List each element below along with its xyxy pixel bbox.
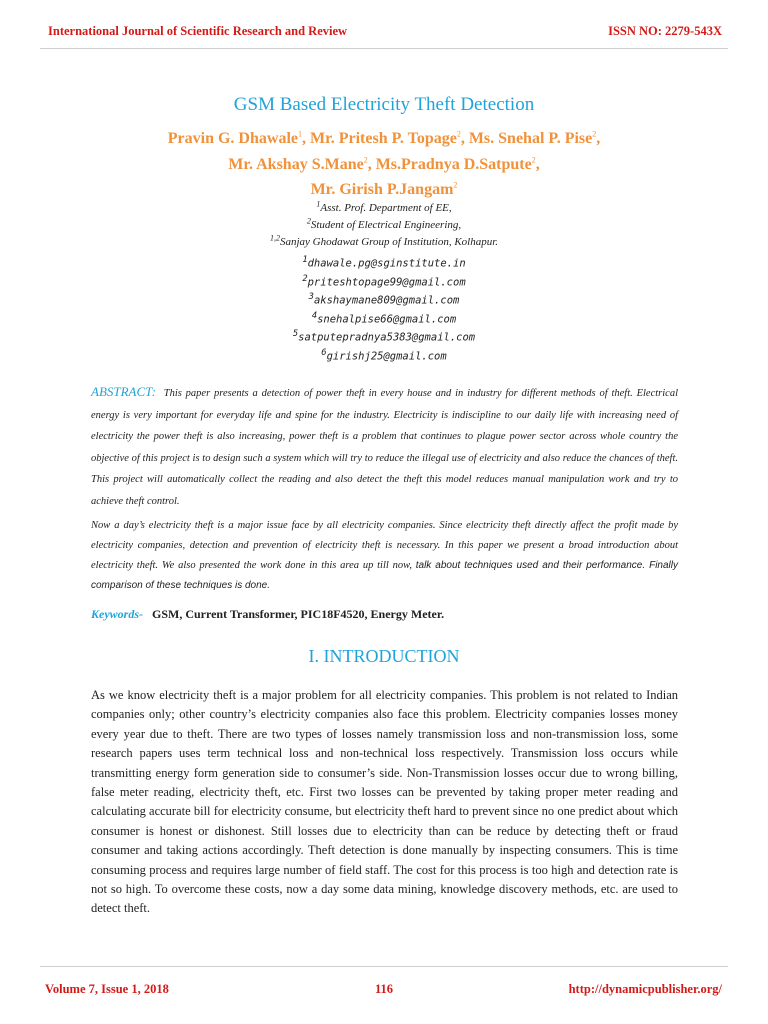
affiliation-text: Sanjay Ghodawat Group of Institution, Kolhapur.: [279, 236, 499, 248]
authors-line-2: [0, 152, 768, 177]
publisher-link[interactable]: http://dynamicpublisher.org/: [568, 982, 722, 996]
email-text: dhawale.pg@sginstitute.in: [307, 257, 466, 270]
abstract-text: This paper presents a detection of power theft in every house and in industry for different methods of theft. Electrical energy is very important for everyday life and spine for the industry. Electricity is indiscipline to our daily life with increasing need of electricity the power theft is also increasing, power theft is a problem that continues to plague power sector across whole country the objective of this project is to design such a system which will try to reduce the illegal use of electricity and also reduce the chances of theft. This project will automatically collect the reading and also detect the theft this model reduces manual manipulation work and try to achieve theft control.: [91, 388, 679, 507]
header-divider: [40, 48, 728, 49]
author-sep: ,: [535, 156, 540, 173]
affiliation-sup: 2: [306, 216, 311, 226]
email-text: snehalpise66@gmail.com: [317, 313, 457, 325]
author-sup: 2: [456, 129, 461, 139]
email-sup: 3: [308, 292, 314, 302]
abstract-para2-text: Now a day’s electricity theft is a major issue face by all electricity companies. Since electricity theft directly affect the profit made by electricity companies, detection and prevention of electricity theft is necessary. In this paper we present a broad introduction about electricity theft. We also presented the work done in this area up till now,: [91, 520, 678, 571]
email-text: girishj25@gmail.com: [326, 350, 447, 362]
email-sup: 2: [302, 273, 308, 284]
footer-divider: [40, 966, 728, 967]
authors-line-1: [0, 126, 768, 151]
author-sup: 2: [363, 155, 368, 165]
email-address[interactable]: [0, 253, 768, 272]
affiliation-sup: 1: [316, 199, 321, 209]
email-list: [0, 253, 768, 364]
author-name: , Ms.Pradnya D.Satpute: [367, 156, 532, 173]
abstract-paragraph-2: [91, 516, 678, 596]
author-name: Mr. Akshay S.Mane: [228, 156, 364, 173]
affiliation-text: Asst. Prof. Department of EE,: [320, 202, 452, 214]
author-name: Pravin G. Dhawale: [167, 130, 298, 147]
affiliation-text: Student of Electrical Engineering,: [310, 219, 462, 231]
email-sup: 6: [321, 347, 327, 358]
email-address[interactable]: [0, 346, 768, 365]
email-address[interactable]: [0, 272, 768, 291]
keywords-label: Keywords-: [91, 607, 143, 621]
issn-number: ISSN NO: 2279-543X: [608, 24, 722, 38]
section-heading: I. INTRODUCTION: [308, 646, 460, 666]
author-name: , Mr. Pritesh P. Topage: [301, 130, 457, 147]
email-sup: 1: [302, 255, 308, 265]
email-text: satputepradnya5383@gmail.com: [298, 331, 476, 344]
author-sup: 2: [592, 129, 597, 139]
abstract-label: ABSTRACT:: [91, 384, 157, 399]
author-name: , Ms. Snehal P. Pise: [460, 130, 593, 147]
email-sup: 4: [311, 310, 318, 321]
author-name: Mr. Girish P.Jangam: [310, 181, 454, 198]
email-sup: 5: [292, 329, 299, 339]
email-text: akshaymane809@gmail.com: [313, 294, 460, 307]
affiliation: [0, 233, 768, 248]
affiliation: [0, 199, 768, 214]
abstract-paragraph: [91, 381, 678, 512]
keywords-text: GSM, Current Transformer, PIC18F4520, Energy Meter.: [152, 607, 445, 621]
email-address[interactable]: [0, 290, 768, 309]
introduction-paragraph: As we know electricity theft is a major problem for all electricity companies. This problem is not related to Indian companies only; other country’s electricity companies also face this problem. Electricity companies losses money every year due to theft. There are two types of losses namely transmission loss and non-transmission loss, some research papers uses term technical loss and non-technical loss respectively. Transmission loss occurs while transmitting energy form generation side to consumer’s side. Non-Transmission losses occur due to wrong billing, false meter reading, electricity theft, etc. First two losses can be prevented by taking proper meter reading and calculating accurate bill for electricity consume, but electricity theft hard to prevent since no one predict about which consumer is honest or dishonest. Still losses due to electricity than can be reduce by detecting theft or fraud consumer and taking actions accordingly. Theft detection is done manually by inspecting consumers. This is time consuming process and requires large number of field staff. The cost for this process is too high and detection rate is not so high. To overcome these costs, now a day some data mining, knowledge discovery methods, etc. are used to detect theft.: [91, 688, 678, 916]
journal-name: International Journal of Scientific Research and Review: [48, 24, 348, 38]
email-text: priteshtopage99@gmail.com: [307, 276, 466, 288]
author-sup: 2: [531, 155, 536, 165]
author-sup: 1: [297, 129, 302, 139]
paper-title: GSM Based Electricity Theft Detection: [233, 94, 535, 115]
page-number: 116: [374, 982, 394, 996]
affiliation-sup: 1,2: [269, 233, 280, 243]
keywords-line: [91, 607, 444, 622]
abstract-para2-tail: talk about techniques used and their performance. Finally comparison of these techniques is done.: [91, 560, 678, 591]
affiliation: [0, 216, 768, 231]
volume-info: Volume 7, Issue 1, 2018: [45, 982, 169, 996]
email-address[interactable]: [0, 327, 768, 346]
author-sup: 2: [453, 180, 458, 190]
author-sep: ,: [596, 130, 601, 147]
authors-line-3: [0, 177, 768, 202]
email-address[interactable]: [0, 309, 768, 328]
